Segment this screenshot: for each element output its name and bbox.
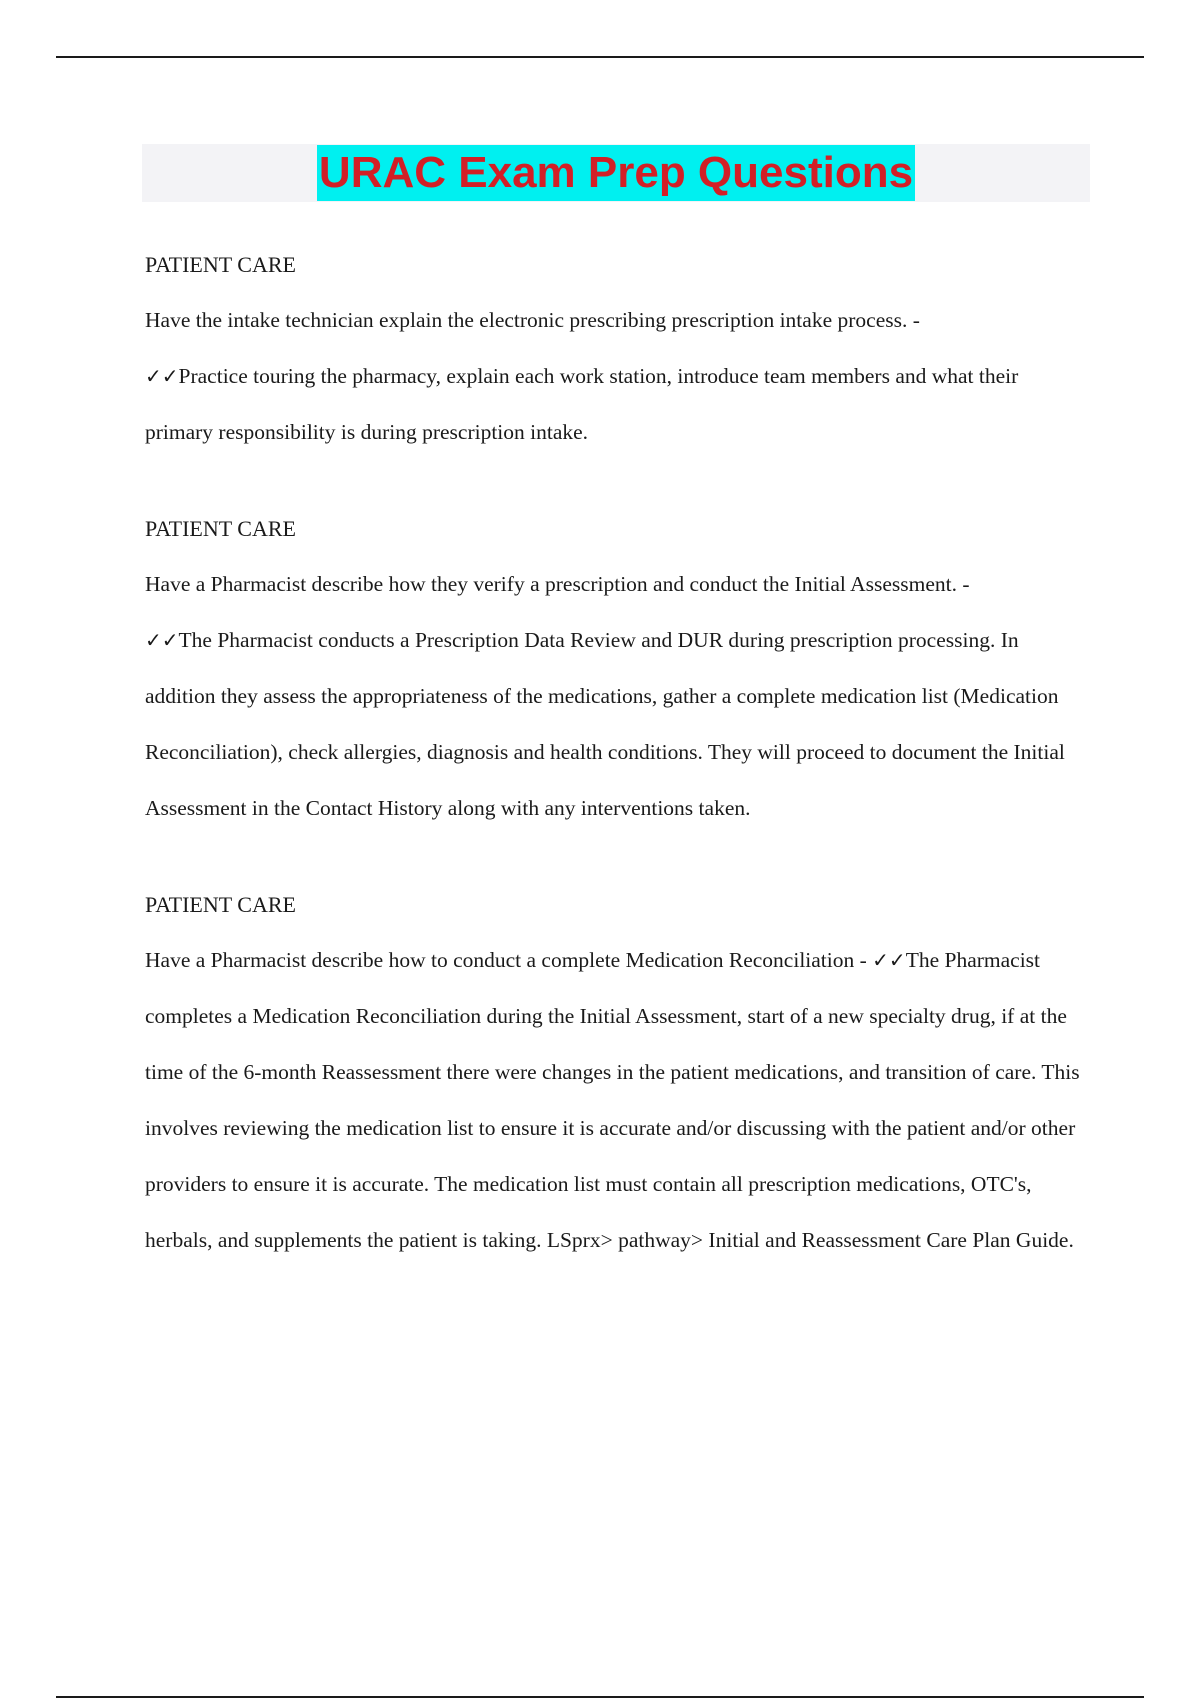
qa-paragraph	[145, 932, 1085, 1268]
question-text: Have a Pharmacist describe how they verify a prescription and conduct the Initial Assessment. -	[145, 572, 970, 596]
answer-text: The Pharmacist conducts a Prescription Data Review and DUR during prescription processing. In addition they assess the appropriateness of the medications, gather a complete medication list (Medication Reconciliation), check allergies, diagnosis and health conditions. They will proceed to document the Initial Assessment in the Contact History along with any interventions taken.	[145, 628, 1065, 820]
qa-paragraph	[145, 556, 1085, 836]
question-text: Have a Pharmacist describe how to conduct a complete Medication Reconciliation -	[145, 948, 867, 972]
title-band	[142, 144, 1090, 202]
bottom-rule	[56, 1696, 1144, 1698]
checkmark-icon: ✓✓	[145, 628, 179, 652]
question-text: Have the intake technician explain the electronic prescribing prescription intake process. -	[145, 308, 920, 332]
qa-section-3	[145, 890, 1085, 1268]
answer-text: Practice touring the pharmacy, explain each work station, introduce team members and what their primary responsibility is during prescription intake.	[145, 364, 1019, 444]
section-heading: PATIENT CARE	[145, 892, 296, 917]
checkmark-icon: ✓✓	[145, 364, 179, 388]
answer-text: The Pharmacist completes a Medication Reconciliation during the Initial Assessment, start of a new specialty drug, if at the time of the 6-month Reassessment there were changes in the patient medications, and transition of care. This involves reviewing the medication list to ensure it is accurate and/or discussing with the patient and/or other providers to ensure it is accurate. The medication list must contain all prescription medications, OTC's, herbals, and supplements the patient is taking. LSprx> pathway> Initial and Reassessment Care Plan Guide.	[145, 948, 1080, 1252]
qa-section-1	[145, 250, 1085, 460]
qa-section-2	[145, 514, 1085, 836]
document-title: URAC Exam Prep Questions	[317, 145, 915, 201]
section-heading: PATIENT CARE	[145, 516, 296, 541]
checkmark-icon: ✓✓	[872, 948, 906, 972]
top-rule	[56, 56, 1144, 58]
document-body	[145, 250, 1085, 1322]
section-heading: PATIENT CARE	[145, 252, 296, 277]
qa-paragraph	[145, 292, 1085, 460]
